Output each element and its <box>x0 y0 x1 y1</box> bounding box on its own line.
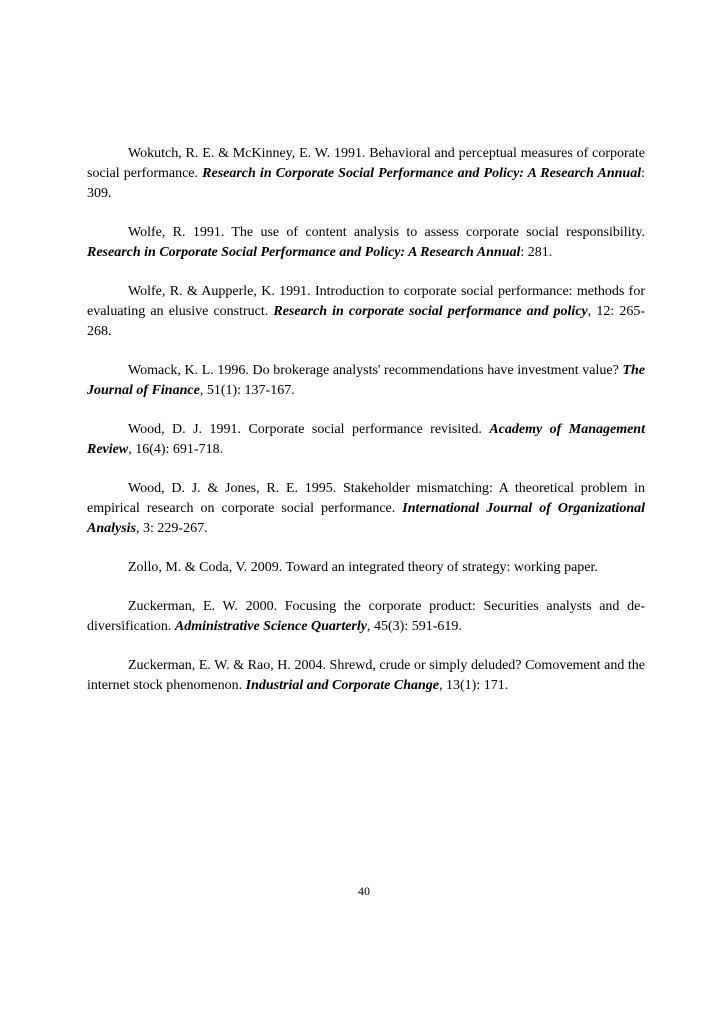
reference-entry <box>87 361 645 401</box>
reference-entry <box>87 223 645 263</box>
reference-text: Wolfe, R. 1991. The use of content analysis to assess corporate social responsibility. <box>128 225 645 240</box>
reference-details: , 45(3): 591-619. <box>366 619 462 634</box>
reference-entry <box>87 144 645 204</box>
reference-entry <box>87 656 645 696</box>
reference-details: : 309. <box>87 166 645 201</box>
reference-entry <box>87 558 645 578</box>
reference-journal: Research in Corporate Social Performance and Policy: A Research Annual <box>87 245 521 260</box>
reference-journal: Administrative Science Quarterly <box>174 619 367 634</box>
reference-entry <box>87 597 645 637</box>
reference-details: , 12: 265-268. <box>87 304 645 339</box>
reference-journal: International Journal of Organizational Analysis <box>87 501 645 536</box>
reference-details: : 281. <box>520 245 553 260</box>
reference-entry <box>87 420 645 460</box>
reference-text: Wood, D. J. & Jones, R. E. 1995. Stakeholder mismatching: A theoretical problem in empirical research on corporate social performance. <box>87 481 645 516</box>
reference-journal: The Journal of Finance <box>87 363 645 398</box>
reference-journal: Industrial and Corporate Change <box>245 678 439 693</box>
reference-entry <box>87 282 645 342</box>
reference-text: Wokutch, R. E. & McKinney, E. W. 1991. Behavioral and perceptual measures of corporate social performance. <box>87 146 645 181</box>
page-number: 40 <box>358 884 370 898</box>
reference-text: Wolfe, R. & Aupperle, K. 1991. Introduction to corporate social performance: methods for evaluating an elusive construct. <box>87 284 645 319</box>
reference-text: Zuckerman, E. W. 2000. Focusing the corporate product: Securities analysts and de-diversification. <box>87 599 645 634</box>
reference-details: , 3: 229-267. <box>136 521 208 536</box>
reference-details: , 51(1): 137-167. <box>199 383 295 398</box>
reference-text: Zollo, M. & Coda, V. 2009. Toward an integrated theory of strategy: working paper. <box>128 560 598 575</box>
reference-details: , 16(4): 691-718. <box>128 442 224 457</box>
reference-entry <box>87 479 645 539</box>
reference-journal: Research in Corporate Social Performance and Policy: A Research Annual <box>202 166 642 181</box>
reference-details: , 13(1): 171. <box>438 678 509 693</box>
reference-list <box>87 144 645 715</box>
reference-text: Zuckerman, E. W. & Rao, H. 2004. Shrewd, crude or simply deluded? Comovement and the internet stock phenomenon. <box>87 658 645 693</box>
reference-journal: Research in corporate social performance and policy <box>273 304 588 319</box>
reference-text: Wood, D. J. 1991. Corporate social performance revisited. <box>128 422 490 437</box>
reference-text: Womack, K. L. 1996. Do brokerage analysts' recommendations have investment value? <box>128 363 623 378</box>
reference-journal: Academy of Management Review <box>87 422 645 457</box>
